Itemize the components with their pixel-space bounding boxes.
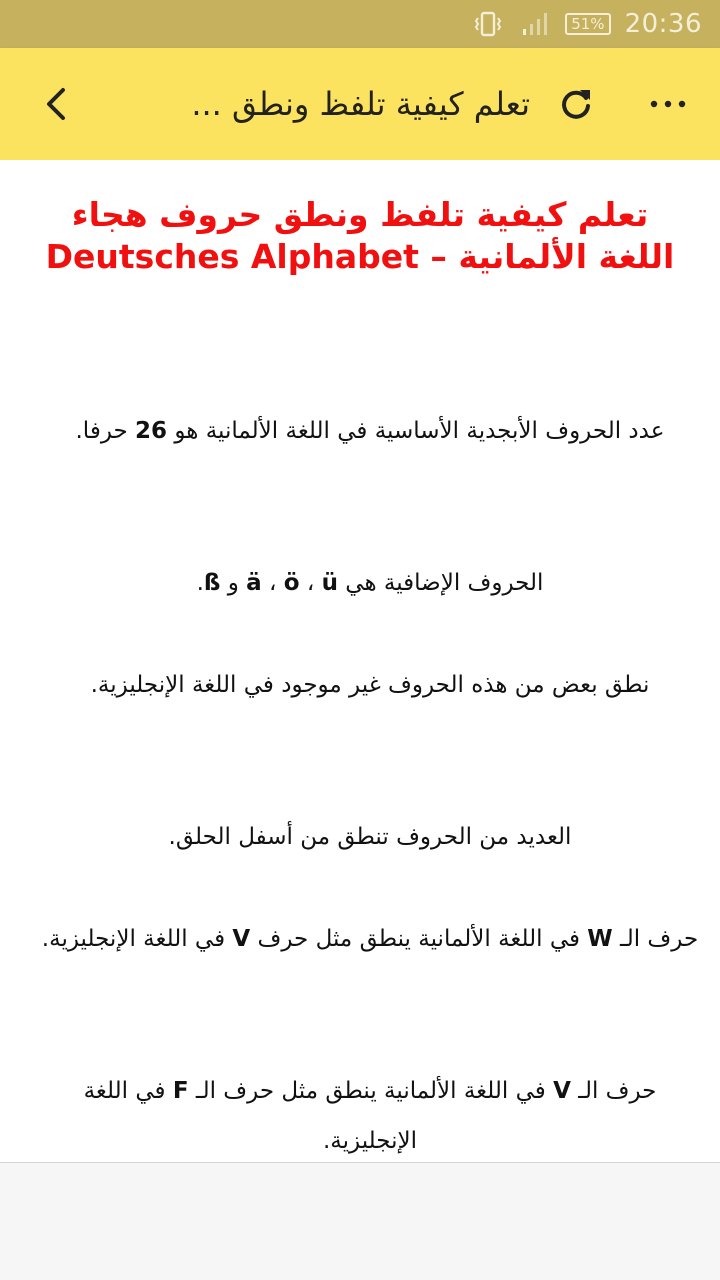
back-button[interactable] [34, 82, 78, 126]
app-toolbar [0, 48, 720, 160]
letter-eszett: ß [203, 570, 221, 596]
paragraph-letter-w [40, 914, 700, 964]
refresh-button[interactable] [554, 82, 598, 126]
p1-text-b: حرفا. [75, 418, 136, 444]
bottom-area [0, 1163, 720, 1280]
chevron-left-icon [41, 84, 71, 124]
article-title-latin: Deutsches Alphabet [45, 237, 419, 276]
p6-text-a: حرف الـ [570, 1078, 657, 1104]
paragraph-extra-letters [40, 558, 700, 608]
p2-text: الحروف الإضافية هي [337, 570, 544, 596]
p2-sep-3: و [220, 570, 247, 596]
letter-u-umlaut: ü [321, 570, 338, 596]
letter-v: V [553, 1078, 571, 1104]
battery-level: 51% [565, 13, 610, 35]
article-title-separator: – [418, 237, 459, 276]
more-vert-icon [648, 98, 688, 110]
article-title [30, 194, 690, 278]
article-content[interactable] [0, 160, 720, 1162]
letter-v: V [232, 926, 251, 952]
p2-sep-1: ، [299, 570, 322, 596]
article-title-arabic: تعلم كيفية تلفظ ونطق حروف هجاء اللغة الألمانية [71, 195, 675, 276]
p6-text-b: في اللغة الألمانية ينطق مثل حرف الـ [188, 1078, 554, 1104]
clock: 20:36 [624, 9, 702, 39]
letter-w: W [587, 926, 613, 952]
p5-text-b: في اللغة الألمانية ينطق مثل حرف [250, 926, 588, 952]
letter-a-umlaut: ä [246, 570, 262, 596]
p5-text-c: في اللغة الإنجليزية. [41, 926, 233, 952]
paragraph-letter-count [40, 406, 700, 456]
paragraph-throat-letters: العديد من الحروف تنطق من أسفل الحلق. [168, 824, 572, 850]
paragraph-letter-v [40, 1066, 700, 1162]
p2-end: . [196, 570, 204, 596]
refresh-icon [556, 84, 596, 124]
p6-text-c: في اللغة الإنجليزية. [83, 1078, 418, 1154]
p5-text-a: حرف الـ [612, 926, 699, 952]
p2-sep-2: ، [261, 570, 284, 596]
status-bar [0, 0, 720, 48]
letter-f: F [172, 1078, 189, 1104]
toolbar-title: تعلم كيفية تلفظ ونطق ... [191, 85, 530, 123]
signal-icon [519, 11, 549, 37]
p1-text-a: عدد الحروف الأبجدية الأساسية في اللغة الألمانية هو [167, 418, 665, 444]
battery-icon [565, 13, 610, 35]
vibrate-icon [473, 11, 503, 37]
more-options-button[interactable] [646, 82, 690, 126]
p1-number: 26 [135, 418, 168, 444]
letter-o-umlaut: ö [283, 570, 300, 596]
paragraph-pronunciation: نطق بعض من هذه الحروف غير موجود في اللغة الإنجليزية. [90, 672, 650, 698]
